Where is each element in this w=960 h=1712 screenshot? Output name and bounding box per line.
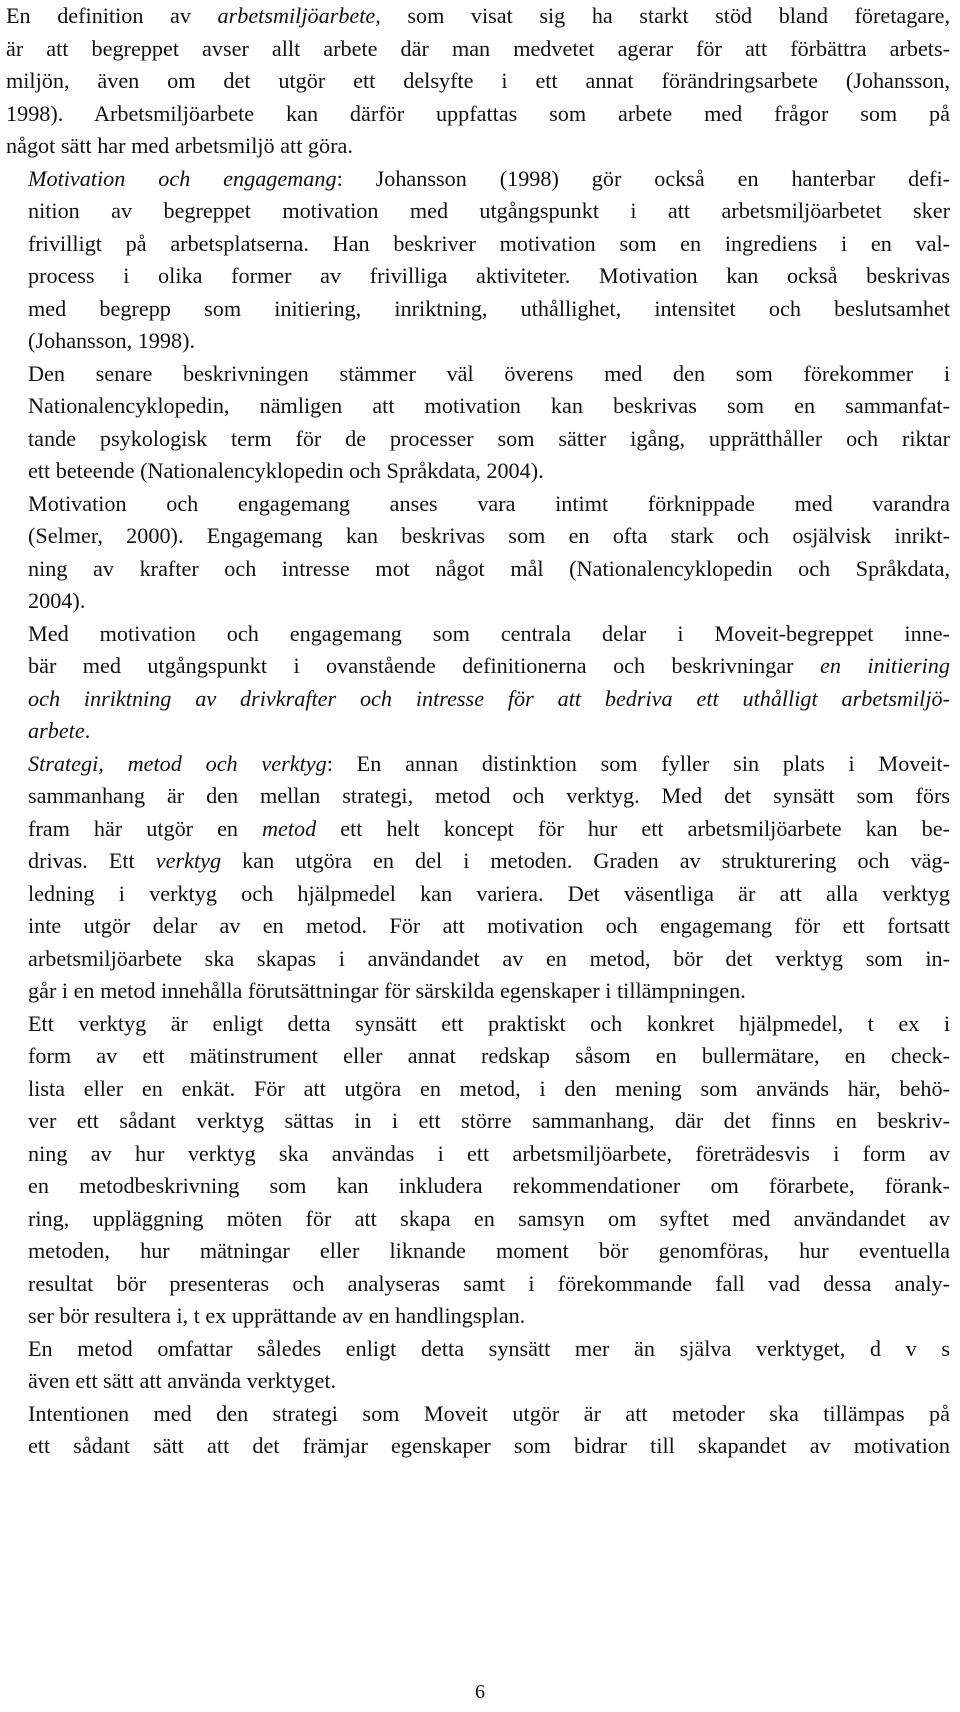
text-run: Den senare beskrivningen stämmer väl överens med den som förekommer i <box>28 360 950 386</box>
body-paragraph <box>6 1398 950 1463</box>
italic-text: verktyg <box>155 848 222 873</box>
text-run: även ett sätt att använda verktyget. <box>28 1368 337 1393</box>
body-paragraph <box>6 748 950 1008</box>
text-line <box>6 1430 950 1463</box>
text-run: bär med utgångspunkt i ovanstående definitionerna och beskrivningar <box>28 653 821 678</box>
text-line <box>6 130 950 163</box>
text-run: , som visat sig ha starkt stöd bland företagare, <box>375 3 950 28</box>
body-paragraph <box>6 163 950 358</box>
text-run: inte utgör delar av en metod. För att motivation och engagemang för ett fortsatt <box>28 913 950 938</box>
text-run: En definition av <box>6 3 218 28</box>
text-line <box>6 618 950 651</box>
text-run: drivas. Ett <box>28 848 156 873</box>
body-paragraph <box>6 358 950 488</box>
text-line <box>6 293 950 326</box>
text-run: ett beteende (Nationalencyklopedin och Språkdata, 2004). <box>28 458 544 483</box>
text-line <box>6 488 950 521</box>
body-paragraph <box>6 0 950 163</box>
text-line <box>6 1365 950 1398</box>
text-line <box>6 943 950 976</box>
text-line <box>6 813 950 846</box>
text-line <box>6 1268 950 1301</box>
text-line <box>6 748 950 781</box>
italic-text: en initiering <box>820 653 950 678</box>
text-line <box>6 390 950 423</box>
text-run: Med motivation och engagemang som centrala delar i Moveit-begreppet inne- <box>28 620 950 646</box>
text-line <box>6 358 950 391</box>
text-run: fram här utgör en <box>28 815 263 841</box>
text-run: resultat bör presenteras och analyseras samt i förekommande fall vad dessa analy- <box>28 1270 950 1296</box>
text-run: ning av krafter och intresse mot något mål (Nationalencyklopedin och Språkdata, <box>28 555 950 581</box>
text-run: En metod omfattar således enligt detta synsätt mer än själva verktyget, d v s <box>28 1335 950 1361</box>
body-paragraph <box>6 1008 950 1333</box>
text-run: ledning i verktyg och hjälpmedel kan variera. Det väsentliga är att alla verktyg <box>28 880 950 906</box>
text-run: sammanhang är den mellan strategi, metod och verktyg. Med det synsätt som förs <box>28 783 950 808</box>
text-run: tande psykologisk term för de processer som sätter igång, upprätthåller och riktar <box>28 425 950 451</box>
text-line <box>6 423 950 456</box>
italic-text: arbetsmiljöarbete <box>217 3 376 28</box>
text-run: metoden, hur mätningar eller liknande moment bör genomföras, hur eventuella <box>28 1238 950 1263</box>
document-page <box>6 0 950 1463</box>
text-line <box>6 163 950 196</box>
body-paragraph <box>6 1333 950 1398</box>
text-run: frivilligt på arbetsplatserna. Han beskriver motivation som en ingrediens i en val- <box>28 230 950 256</box>
text-run: Ett verktyg är enligt detta synsätt ett praktiskt och konkret hjälpmedel, t ex i <box>28 1010 950 1036</box>
text-run: 1998). Arbetsmiljöarbete kan därför uppfattas som arbete med frågor som på <box>6 100 950 126</box>
body-paragraph <box>6 618 950 748</box>
text-line <box>6 228 950 261</box>
text-line <box>6 65 950 98</box>
text-run: ning av hur verktyg ska användas i ett arbetsmiljöarbete, företrädesvis i form av <box>28 1140 950 1166</box>
text-run: lista eller en enkät. För att utgöra en metod, i den mening som används här, behö- <box>28 1075 950 1101</box>
text-run: nition av begreppet motivation med utgångspunkt i att arbetsmiljöarbetet sker <box>28 198 950 223</box>
text-run: en metodbeskrivning som kan inkludera rekommendationer om förarbete, förank- <box>28 1173 950 1198</box>
text-line <box>6 1235 950 1268</box>
text-line <box>6 650 950 683</box>
text-run: något sätt har med arbetsmiljö att göra. <box>6 133 353 158</box>
text-run: (Selmer, 2000). Engagemang kan beskrivas som en ofta stark och osjälvisk inrikt- <box>28 523 950 548</box>
text-run: : En annan distinktion som fyller sin plats i Moveit- <box>326 750 950 776</box>
text-run: ett sådant sätt att det främjar egenskaper som bidrar till skapandet av motivation <box>28 1433 950 1458</box>
text-run: : Johansson (1998) gör också en hanterbar defi- <box>336 165 950 191</box>
body-paragraph <box>6 488 950 618</box>
text-line <box>6 260 950 293</box>
text-line <box>6 780 950 813</box>
text-line <box>6 195 950 228</box>
text-line <box>6 1105 950 1138</box>
text-run: 2004). <box>28 588 86 613</box>
text-line <box>6 585 950 618</box>
text-line <box>6 910 950 943</box>
text-line <box>6 1008 950 1041</box>
text-line <box>6 683 950 716</box>
page-number: 6 <box>475 1681 485 1703</box>
italic-text: metod <box>262 815 317 841</box>
text-line <box>6 715 950 748</box>
italic-text: och inriktning av drivkrafter och intresse för att bedriva ett uthålligt arbetsmiljö- <box>28 685 950 711</box>
text-run: är att begreppet avser allt arbete där man medvetet agerar för att förbättra arbets- <box>6 35 950 61</box>
text-line <box>6 1333 950 1366</box>
text-line <box>6 1300 950 1333</box>
italic-text: arbete <box>28 718 85 743</box>
text-line <box>6 1203 950 1236</box>
text-run: arbetsmiljöarbete ska skapas i användandet av en metod, bör det verktyg som in- <box>28 945 950 971</box>
text-run: kan utgöra en del i metoden. Graden av strukturering och väg- <box>221 848 951 873</box>
text-line <box>6 33 950 66</box>
text-run: ser bör resultera i, t ex upprättande av en handlingsplan. <box>28 1303 526 1328</box>
text-run: med begrepp som initiering, inriktning, uthållighet, intensitet och beslutsamhet <box>28 295 950 321</box>
text-run: (Johansson, 1998). <box>28 328 196 353</box>
text-line <box>6 325 950 358</box>
text-run: miljön, även om det utgör ett delsyfte i ett annat förändringsarbete (Johansson, <box>6 68 950 93</box>
text-run: ver ett sådant verktyg sättas in i ett större sammanhang, där det finns en beskriv- <box>28 1108 950 1133</box>
text-line <box>6 553 950 586</box>
text-line <box>6 845 950 878</box>
text-line <box>6 1073 950 1106</box>
text-run: form av ett mätinstrument eller annat redskap såsom en bullermätare, en check- <box>28 1043 950 1068</box>
text-line <box>6 0 950 33</box>
text-run: Nationalencyklopedin, nämligen att motivation kan beskrivas som en sammanfat- <box>28 393 950 418</box>
text-line <box>6 1170 950 1203</box>
text-run: process i olika former av frivilliga aktiviteter. Motivation kan också beskrivas <box>28 263 950 288</box>
text-run: ett helt koncept för hur ett arbetsmiljöarbete kan be- <box>316 815 950 841</box>
text-line <box>6 455 950 488</box>
italic-text: Motivation och engagemang <box>28 165 337 191</box>
text-line <box>6 878 950 911</box>
text-run: Intentionen med den strategi som Moveit utgör är att metoder ska tillämpas på <box>28 1400 950 1426</box>
text-run: går i en metod innehålla förutsättningar för särskilda egenskaper i tillämpningen. <box>28 978 746 1003</box>
italic-text: Strategi, metod och verktyg <box>28 750 327 776</box>
text-run: Motivation och engagemang anses vara intimt förknippade med varandra <box>28 490 950 516</box>
text-run: ring, uppläggning möten för att skapa en samsyn om syftet med användandet av <box>28 1205 950 1231</box>
text-run: . <box>84 718 91 743</box>
text-line <box>6 975 950 1008</box>
text-line <box>6 98 950 131</box>
text-line <box>6 1138 950 1171</box>
text-line <box>6 1398 950 1431</box>
text-line <box>6 520 950 553</box>
text-line <box>6 1040 950 1073</box>
